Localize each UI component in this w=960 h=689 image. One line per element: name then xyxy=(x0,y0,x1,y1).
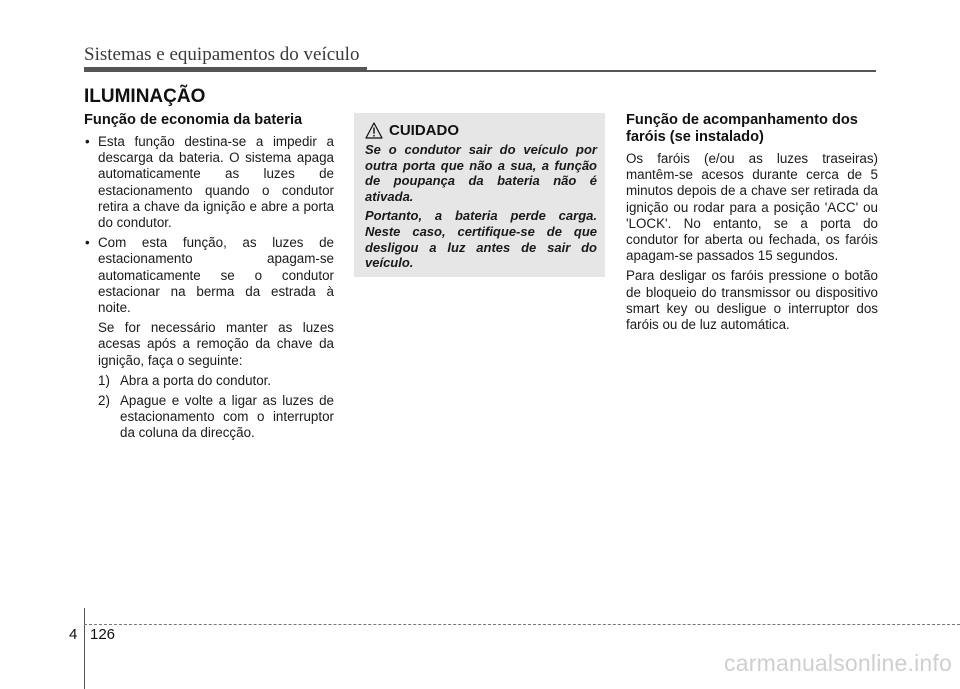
list-item xyxy=(98,393,334,442)
body-paragraph: Os faróis (e/ou as luzes traseiras) mantêm-se acesos durante cerca de 5 minutos depois de a chave ser retirada da ignição ou rodar para a posição 'ACC' ou 'LOCK'. No entanto, se a porta do condutor for aberta ou fechada, os faróis apagam-se passados 15 segundos. xyxy=(626,151,878,264)
list-item xyxy=(98,373,334,389)
caution-title: CUIDADO xyxy=(389,122,459,139)
chapter-number: 4 xyxy=(69,626,78,643)
caution-header xyxy=(365,122,597,139)
steps-list xyxy=(84,373,334,442)
list-item xyxy=(84,235,334,316)
page-number: 126 xyxy=(90,626,116,643)
caution-paragraph: Portanto, a bateria perde carga. Neste caso, certifique-se de que desligou a luz antes de sair do veículo. xyxy=(365,208,597,271)
footer-vertical-rule xyxy=(84,608,85,689)
running-header: Sistemas e equipamentos do veículo xyxy=(84,44,360,65)
battery-saver-heading: Função de economia da bateria xyxy=(84,112,303,128)
header-rule-thin xyxy=(367,70,876,72)
bullet-text: Esta função destina-se a impedir a descarga da bateria. O sistema apaga automaticamente as luzes de estacionamento quando o condutor retira a chave da ignição e abre a porta do condutor. xyxy=(98,134,334,231)
left-column xyxy=(84,112,334,446)
caution-paragraph: Se o condutor sair do veículo por outra porta que não a sua, a função de poupança da bateria não é ativada. xyxy=(365,142,597,204)
warning-triangle-icon xyxy=(365,122,383,139)
caution-box xyxy=(354,113,605,277)
bullet-mark: • xyxy=(85,134,90,149)
headlight-escort-heading: Função de acompanhamento dos faróis (se instalado) xyxy=(626,112,858,145)
list-item xyxy=(84,134,334,231)
header-rule-thick xyxy=(84,67,367,72)
section-title: ILUMINAÇÃO xyxy=(84,86,206,107)
watermark: carmanualsonline.info xyxy=(724,650,952,676)
step-text: Apague e volte a ligar as luzes de estacionamento com o interruptor da coluna da direcção. xyxy=(120,393,334,441)
footer-dashed-rule xyxy=(84,624,960,625)
continuation-text: Se for necessário manter as luzes acesas após a remoção da chave da ignição, faça o seguinte: xyxy=(98,320,334,368)
step-text: Abra a porta do condutor. xyxy=(120,372,272,388)
step-number: 2) xyxy=(98,393,110,409)
bullet-mark: • xyxy=(85,235,90,251)
step-number: 1) xyxy=(98,372,110,388)
body-paragraph: Para desligar os faróis pressione o botão de bloqueio do transmissor ou dispositivo smart key ou desligue o interruptor dos faróis ou de luz automática. xyxy=(626,268,878,333)
battery-saver-bullets xyxy=(84,134,334,316)
right-column xyxy=(626,112,878,337)
bullet-text: Com esta função, as luzes de estacionamento apagam-se automaticamente se o condutor estacionar na berma da estrada à noite. xyxy=(98,235,334,316)
